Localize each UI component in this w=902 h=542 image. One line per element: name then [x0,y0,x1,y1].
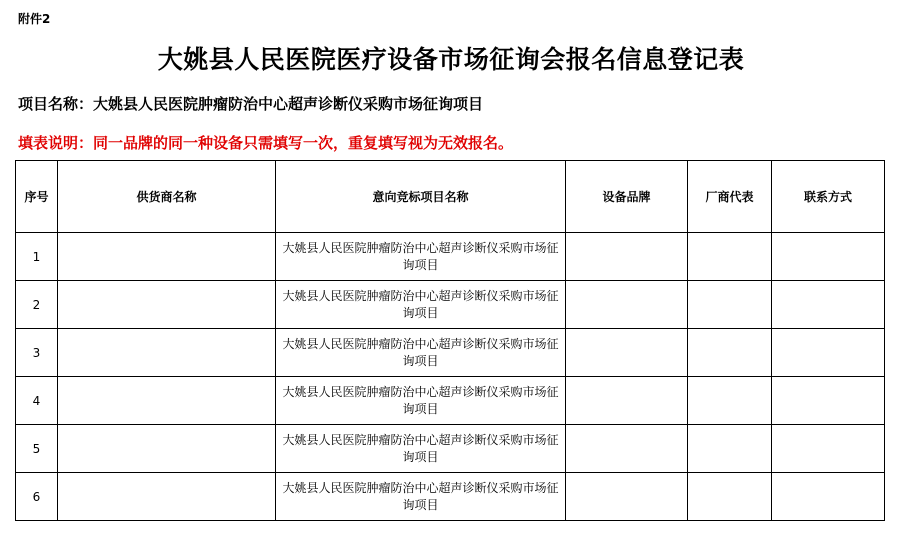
header-supplier: 供货商名称 [58,161,276,233]
cell-rep[interactable] [688,473,772,521]
cell-project: 大姚县人民医院肿瘤防治中心超声诊断仪采购市场征询项目 [276,473,566,521]
cell-project: 大姚县人民医院肿瘤防治中心超声诊断仪采购市场征询项目 [276,425,566,473]
cell-rep[interactable] [688,377,772,425]
cell-project: 大姚县人民医院肿瘤防治中心超声诊断仪采购市场征询项目 [276,329,566,377]
cell-brand[interactable] [566,425,688,473]
page-title: 大姚县人民医院医疗设备市场征询会报名信息登记表 [157,45,745,74]
cell-seq: 4 [16,377,58,425]
cell-supplier[interactable] [58,281,276,329]
cell-contact[interactable] [772,233,885,281]
table-row [16,377,885,425]
cell-supplier[interactable] [58,377,276,425]
cell-seq: 3 [16,329,58,377]
cell-rep[interactable] [688,329,772,377]
header-seq: 序号 [16,161,58,233]
table-row [16,425,885,473]
project-name-line: 项目名称：大姚县人民医院肿瘤防治中心超声诊断仪采购市场征询项目 [18,95,484,113]
cell-brand[interactable] [566,281,688,329]
header-contact: 联系方式 [772,161,885,233]
cell-seq: 6 [16,473,58,521]
cell-supplier[interactable] [58,473,276,521]
cell-supplier[interactable] [58,233,276,281]
table-row [16,233,885,281]
header-brand: 设备品牌 [566,161,688,233]
cell-supplier[interactable] [58,329,276,377]
cell-project: 大姚县人民医院肿瘤防治中心超声诊断仪采购市场征询项目 [276,281,566,329]
cell-rep[interactable] [688,281,772,329]
fill-instructions: 填表说明：同一品牌的同一种设备只需填写一次，重复填写视为无效报名。 [18,134,514,152]
header-rep: 厂商代表 [688,161,772,233]
table-row [16,281,885,329]
cell-seq: 2 [16,281,58,329]
table-row [16,473,885,521]
cell-rep[interactable] [688,233,772,281]
header-project: 意向竞标项目名称 [276,161,566,233]
cell-contact[interactable] [772,425,885,473]
cell-seq: 5 [16,425,58,473]
table-header-row [16,161,885,233]
attachment-label: 附件2 [18,12,51,26]
table-row [16,329,885,377]
cell-seq: 1 [16,233,58,281]
cell-brand[interactable] [566,329,688,377]
cell-contact[interactable] [772,473,885,521]
cell-brand[interactable] [566,473,688,521]
cell-supplier[interactable] [58,425,276,473]
cell-contact[interactable] [772,377,885,425]
cell-brand[interactable] [566,377,688,425]
cell-project: 大姚县人民医院肿瘤防治中心超声诊断仪采购市场征询项目 [276,377,566,425]
cell-rep[interactable] [688,425,772,473]
cell-contact[interactable] [772,281,885,329]
cell-project: 大姚县人民医院肿瘤防治中心超声诊断仪采购市场征询项目 [276,233,566,281]
cell-contact[interactable] [772,329,885,377]
cell-brand[interactable] [566,233,688,281]
registration-table [15,160,885,521]
